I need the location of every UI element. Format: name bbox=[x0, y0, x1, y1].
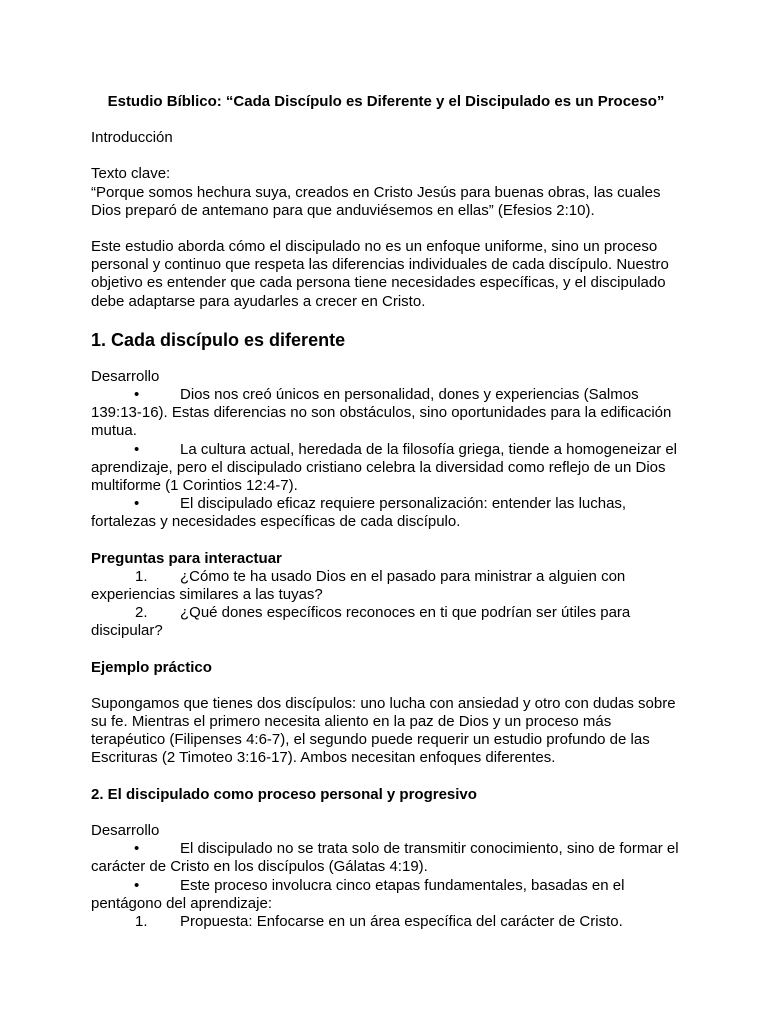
document-page bbox=[91, 93, 681, 931]
bullet-marker: • bbox=[134, 386, 140, 404]
number-marker: 1. bbox=[135, 567, 148, 585]
bullet-text: El discipulado eficaz requiere personalización: entender las luchas, fortalezas y necesidades específicas de cada discípulo. bbox=[91, 495, 627, 531]
section2-dev-label: Desarrollo bbox=[91, 821, 160, 839]
bullet-marker: • bbox=[134, 495, 140, 513]
intro-heading: Introducción bbox=[91, 129, 173, 147]
section1-bullet bbox=[91, 386, 681, 441]
section1-bullet bbox=[91, 441, 681, 496]
example-text: Supongamos que tienes dos discípulos: uno lucha con ansiedad y otro con dudas sobre su fe. Mientras el primero necesita aliento en la paz de Dios y un proceso más terapéutico (Filipenses 4:6-7), el segundo puede requerir un estudio profundo de las Escrituras (2 Timoteo 3:16-17). Ambos necesitan enfoques diferentes. bbox=[91, 694, 676, 767]
question-item bbox=[91, 568, 681, 604]
questions-heading: Preguntas para interactuar bbox=[91, 549, 282, 567]
step-item bbox=[91, 913, 681, 931]
number-marker: 2. bbox=[135, 604, 148, 622]
key-text-label: Texto clave: bbox=[91, 165, 171, 183]
section1-heading: 1. Cada discípulo es diferente bbox=[91, 329, 346, 350]
document-title: Estudio Bíblico: “Cada Discípulo es Diferente y el Discipulado es un Proceso” bbox=[107, 93, 665, 110]
bullet-marker: • bbox=[134, 876, 140, 894]
intro-paragraph: Este estudio aborda cómo el discipulado no es un enfoque uniforme, sino un proceso personal y continuo que respeta las diferencias individuales de cada discípulo. Nuestro objetivo es entender que cada persona tiene necesidades específicas, y el discipulado debe adaptarse para ayudarles a crecer en Cristo. bbox=[91, 238, 669, 310]
bullet-marker: • bbox=[134, 840, 140, 858]
bullet-text: Este proceso involucra cinco etapas fundamentales, basadas en el pentágono del aprendizaje: bbox=[91, 876, 625, 912]
section2-heading: 2. El discipulado como proceso personal y progresivo bbox=[91, 785, 477, 803]
bullet-text: El discipulado no se trata solo de transmitir conocimiento, sino de formar el carácter de Cristo en los discípulos (Gálatas 4:19). bbox=[91, 840, 679, 876]
section2-bullet bbox=[91, 877, 681, 913]
bullet-text: Dios nos creó únicos en personalidad, dones y experiencias (Salmos 139:13-16). Estas diferencias no son obstáculos, sino oportunidades para la edificación mutua. bbox=[91, 386, 672, 440]
section2-bullet bbox=[91, 840, 681, 876]
bullet-text: La cultura actual, heredada de la filosofía griega, tiende a homogeneizar el aprendizaje, pero el discipulado cristiano celebra la diversidad como reflejo de un Dios multiforme (1 Corintios 12:4-7). bbox=[91, 440, 677, 495]
section1-dev-label: Desarrollo bbox=[91, 367, 160, 385]
number-marker: 1. bbox=[135, 912, 148, 930]
question-text: ¿Cómo te ha usado Dios en el pasado para ministrar a alguien con experiencias similares a las tuyas? bbox=[91, 567, 626, 604]
section1-bullet bbox=[91, 495, 681, 531]
question-text: ¿Qué dones específicos reconoces en ti que podrían ser útiles para discipular? bbox=[91, 604, 631, 640]
step-text: Propuesta: Enfocarse en un área específica del carácter de Cristo. bbox=[180, 912, 623, 930]
bullet-marker: • bbox=[134, 440, 140, 458]
question-item bbox=[91, 604, 681, 640]
example-heading: Ejemplo práctico bbox=[91, 658, 212, 676]
key-text-quote: “Porque somos hechura suya, creados en Cristo Jesús para buenas obras, las cuales Dios preparó de antemano para que anduviésemos en ellas” (Efesios 2:10). bbox=[91, 183, 661, 219]
